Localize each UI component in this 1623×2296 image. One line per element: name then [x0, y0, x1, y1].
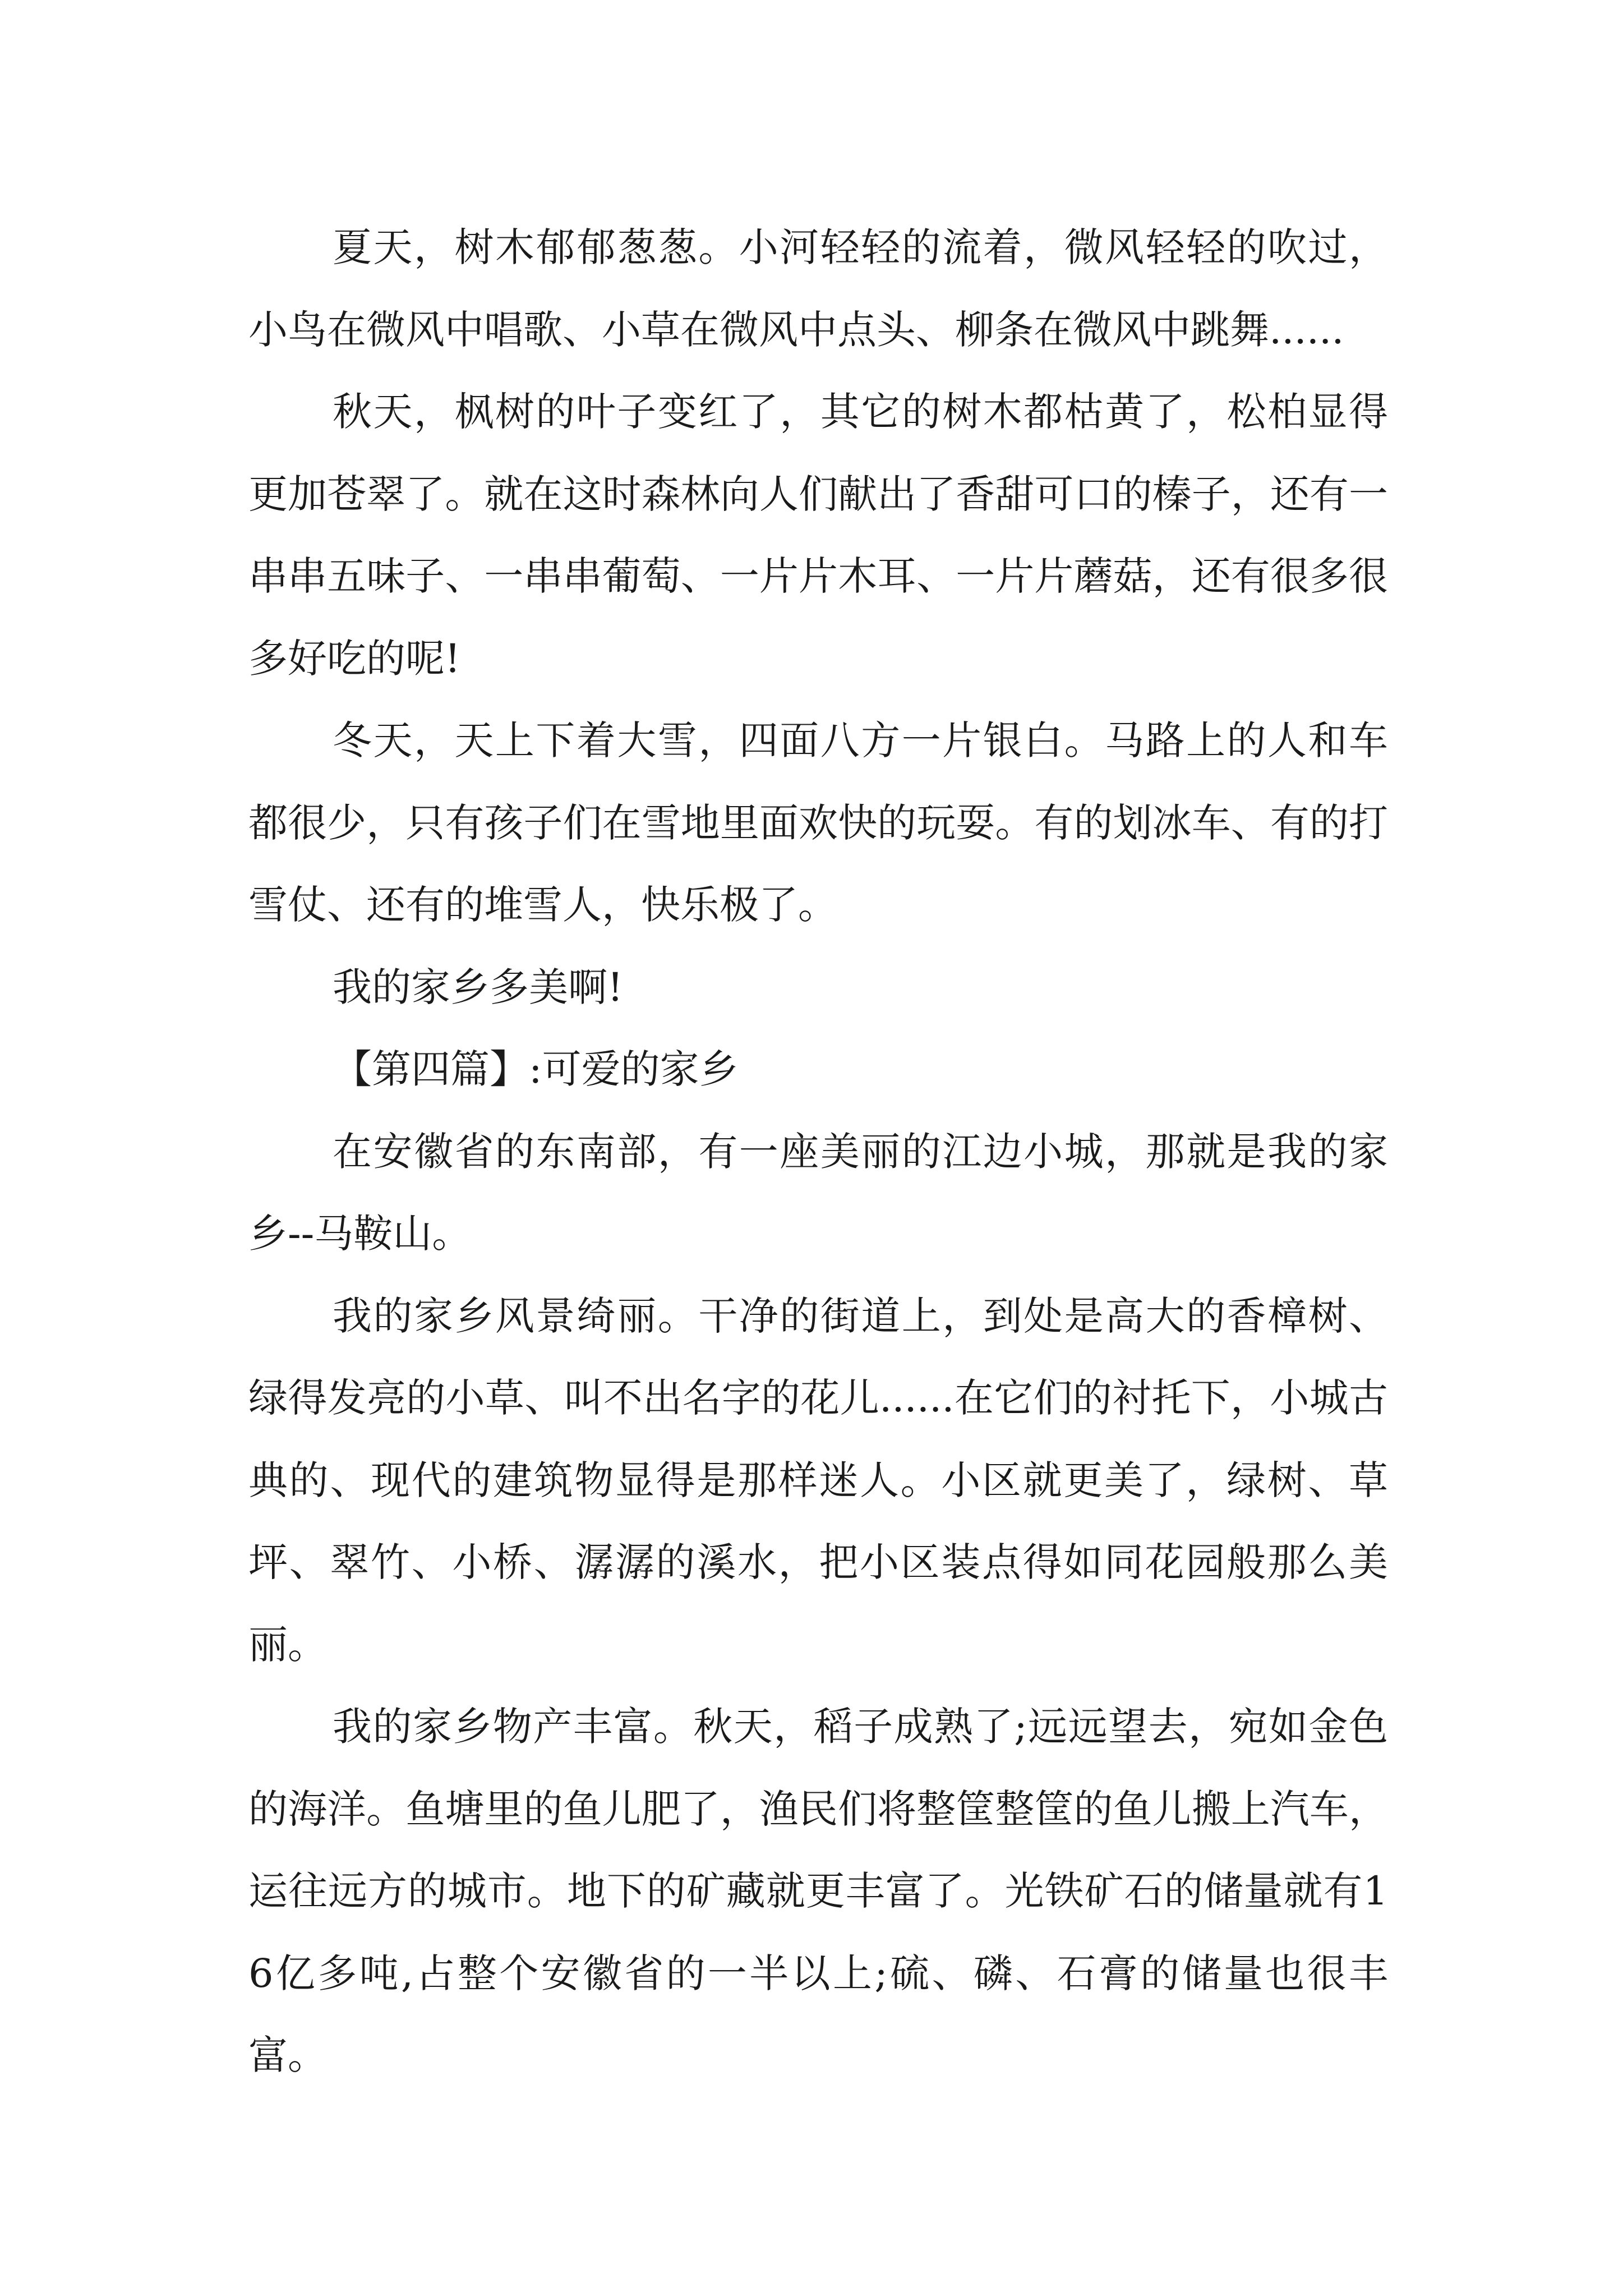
- paragraph-autumn: 秋天，枫树的叶子变红了，其它的树木都枯黄了，松柏显得更加苍翠了。就在这时森林向人们献出了香甜可口的榛子，还有一串串五味子、一串串葡萄、一片片木耳、一片片蘑菇，还有很多很多好吃的呢!: [248, 389, 1388, 682]
- paragraph-winter: 冬天，天上下着大雪，四面八方一片银白。马路上的人和车都很少，只有孩子们在雪地里面欢快的玩耍。有的划冰车、有的打雪仗、还有的堆雪人，快乐极了。: [248, 717, 1388, 928]
- document-page: [248, 206, 1388, 2097]
- paragraph-summer: 夏天，树木郁郁葱葱。小河轻轻的流着，微风轻轻的吹过，小鸟在微风中唱歌、小草在微风中点头、柳条在微风中跳舞......: [248, 224, 1388, 353]
- section-heading: 【第四篇】:可爱的家乡: [333, 1046, 739, 1092]
- paragraph-scenery: 我的家乡风景绮丽。干净的街道上，到处是高大的香樟树、绿得发亮的小草、叫不出名字的花儿......在它们的衬托下，小城古典的、现代的建筑物显得是那样迷人。小区就更美了，绿树、草坪、翠竹、小桥、潺潺的溪水，把小区装点得如同花园般那么美丽。: [248, 1292, 1388, 1668]
- paragraph-closing: 我的家乡多美啊!: [333, 964, 624, 1010]
- paragraph-intro: 在安徽省的东南部，有一座美丽的江边小城，那就是我的家乡--马鞍山。: [248, 1128, 1388, 1257]
- paragraph-products: 我的家乡物产丰富。秋天，稻子成熟了;远远望去，宛如金色的海洋。鱼塘里的鱼儿肥了，渔民们将整筐整筐的鱼儿搬上汽车，运往远方的城市。地下的矿藏就更丰富了。光铁矿石的储量就有16亿多吨,占整个安徽省的一半以上;硫、磷、石膏的储量也很丰富。: [248, 1704, 1388, 2078]
